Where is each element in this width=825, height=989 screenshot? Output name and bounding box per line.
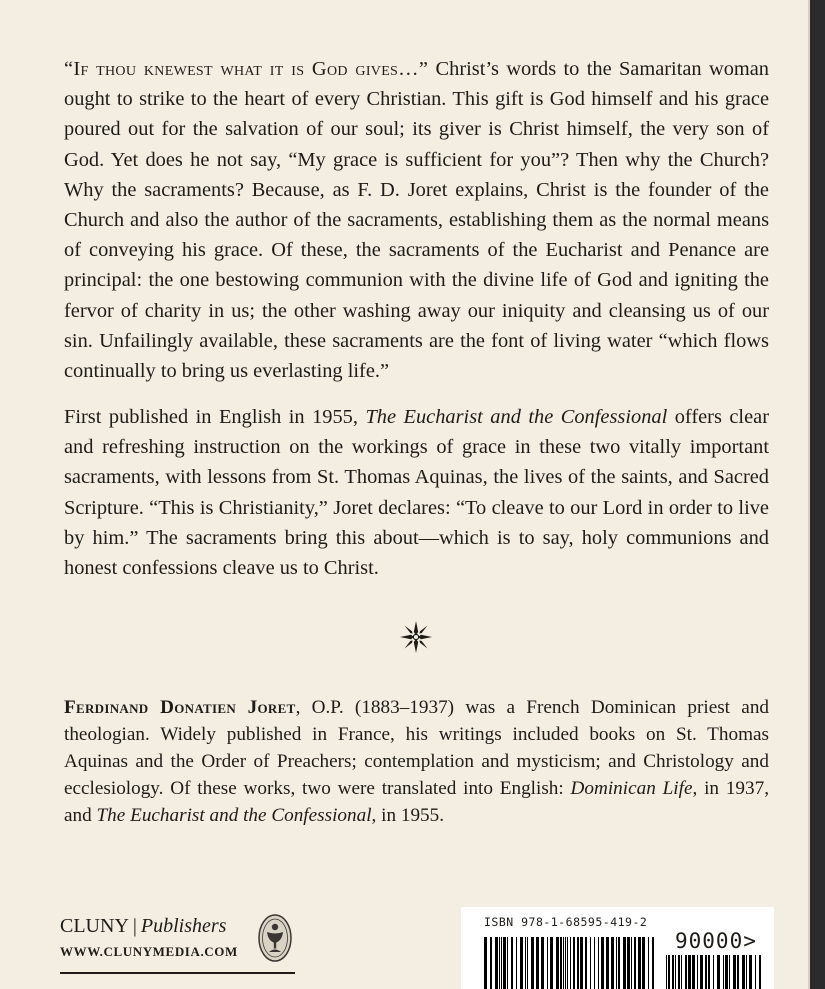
barcode-box (461, 907, 774, 989)
barcode-bar (755, 955, 756, 989)
barcode-bar (577, 937, 579, 989)
barcode-bar (590, 937, 591, 989)
ornament-icon (399, 620, 433, 654)
barcode-bar (631, 937, 632, 989)
barcode-bar (737, 955, 739, 989)
barcode-bar (652, 937, 654, 989)
barcode-bar (627, 937, 630, 989)
barcode-bar (490, 937, 492, 989)
barcode-bar (547, 937, 548, 989)
barcode-bar (499, 937, 500, 989)
blurb-paragraph-1 (64, 54, 769, 386)
barcode-bar (565, 937, 566, 989)
barcode-bar (531, 937, 534, 989)
barcode-bar (570, 937, 571, 989)
barcode-bar (688, 955, 691, 989)
isbn-text: ISBN 978-1-68595-419-2 (484, 915, 648, 929)
barcode-bar (749, 955, 752, 989)
bio-book-2: The Eucharist and the Confessional (96, 805, 372, 826)
barcode-bar (692, 955, 695, 989)
barcode-bar (541, 937, 544, 989)
barcode-bar (495, 937, 498, 989)
barcode-bar (697, 955, 698, 989)
barcode-bar (560, 937, 562, 989)
barcode-bar (666, 955, 667, 989)
barcode-bar (616, 937, 617, 989)
barcode-bar (501, 937, 502, 989)
blurb-p2-text-a: First published in English in 1955, (64, 406, 366, 428)
barcode-bar (634, 937, 636, 989)
barcode-bar (642, 937, 645, 989)
barcode-bar (705, 955, 707, 989)
blurb-p2-text-b: offers clear and refreshing instruction on the workings of grace in these two vitally important sacraments, with lessons from St. Thomas Aquinas, the lives of the saints, and Sacred Scripture. “This is Christianity,” Joret declares: “To cleave to our Lord in order to live by him.” The sacraments bring this about—which is to say, holy communions and honest confessions cleave us to Christ. (64, 406, 769, 580)
barcode-bar (556, 937, 559, 989)
bio-book-1: Dominican Life (570, 778, 693, 799)
bio-text-a: , O.P. (1883–1937) was a French Dominican priest and theologian. Widely published in France, his writings included books on St. Thomas Aquinas and the Order of Preachers; contemplation and mysticism; and Christology and ecclesiology. Of these works, two were translated into English: (64, 697, 770, 799)
barcode-bar (717, 955, 720, 989)
barcode-bar (550, 937, 553, 989)
barcode-bar (580, 937, 583, 989)
barcode-bar (729, 955, 730, 989)
barcode-bar (606, 937, 609, 989)
barcode-bar (511, 937, 513, 989)
barcode-bar (648, 937, 649, 989)
barcode-bar (685, 955, 687, 989)
barcode-bar (618, 937, 620, 989)
chalice-logo-icon (258, 914, 292, 962)
barcode-bar (708, 955, 710, 989)
barcode-bar (573, 937, 575, 989)
barcode-bar (725, 955, 728, 989)
barcode-bar (601, 937, 604, 989)
barcode-bar (742, 955, 745, 989)
bio-text-b: , in 1937, and (64, 778, 769, 826)
barcode-bar (594, 937, 595, 989)
publisher-name: CLUNY (60, 915, 129, 937)
publisher-url: WWW.CLUNYMEDIA.COM (60, 944, 238, 959)
barcode-bar (700, 955, 703, 989)
barcode-bar (525, 937, 526, 989)
price-code: 90000> (675, 929, 757, 953)
barcode-bar (623, 937, 626, 989)
barcode-bar (527, 937, 528, 989)
barcode-bar (598, 937, 599, 989)
barcode-bar (733, 955, 736, 989)
barcode-bar (536, 937, 539, 989)
barcode-bar (713, 955, 714, 989)
barcode-bar (484, 937, 487, 989)
barcode-bar (746, 955, 747, 989)
barcode-bar (681, 955, 682, 989)
barcode-bar (503, 937, 506, 989)
barcode-bar (516, 937, 517, 989)
barcode-bar (678, 955, 680, 989)
barcode-bar (759, 955, 761, 989)
barcode-bar (723, 955, 724, 989)
bio-text-c: , in 1955. (371, 805, 445, 826)
publisher-tagline: Publishers (140, 915, 227, 937)
barcode-bars (484, 937, 654, 989)
barcode-bar (507, 937, 508, 989)
barcode-bar (668, 955, 670, 989)
barcode-bar (675, 955, 676, 989)
barcode-bar (567, 937, 568, 989)
barcode-bar (563, 937, 564, 989)
barcode-bar (638, 937, 641, 989)
blurb-paragraph-2 (64, 402, 769, 583)
blurb-lead-quote: “If thou knewest what it is God gives…” (64, 58, 429, 80)
author-bio (64, 694, 769, 829)
barcode-bar (520, 937, 523, 989)
book-spine (810, 0, 825, 989)
blurb-book-title: The Eucharist and the Confessional (365, 406, 668, 428)
author-name: Ferdinand Donatien Joret (64, 697, 296, 718)
publisher-separator: | (132, 915, 137, 937)
publisher-rule (60, 972, 295, 974)
blurb-p1-text: Christ’s words to the Samaritan woman ought to strike to the heart of every Christian. This gift is God himself and his grace poured out for the salvation of our soul; its giver is Christ himself, the very son of God. Yet does he not say, “My grace is sufficient for you”? Then why the Church? Why the sacraments? Because, as F. D. Joret explains, Christ is the founder of the Church and also the author of the sacraments, establishing them as the normal means of conveying his grace. Of these, the sacraments of the Eucharist and Penance are principal: the one bestowing communion with the divine life of God and igniting the fervor of charity in us; the other washing away our iniquity and cleansing us of our sin. Unfailingly available, these sacraments are the font of living water “which flows continually to bring us everlasting life.” (64, 58, 769, 383)
barcode-bar (585, 937, 587, 989)
barcode-bar (672, 955, 674, 989)
barcode-addon-bars (666, 955, 761, 989)
barcode-bar (611, 937, 614, 989)
